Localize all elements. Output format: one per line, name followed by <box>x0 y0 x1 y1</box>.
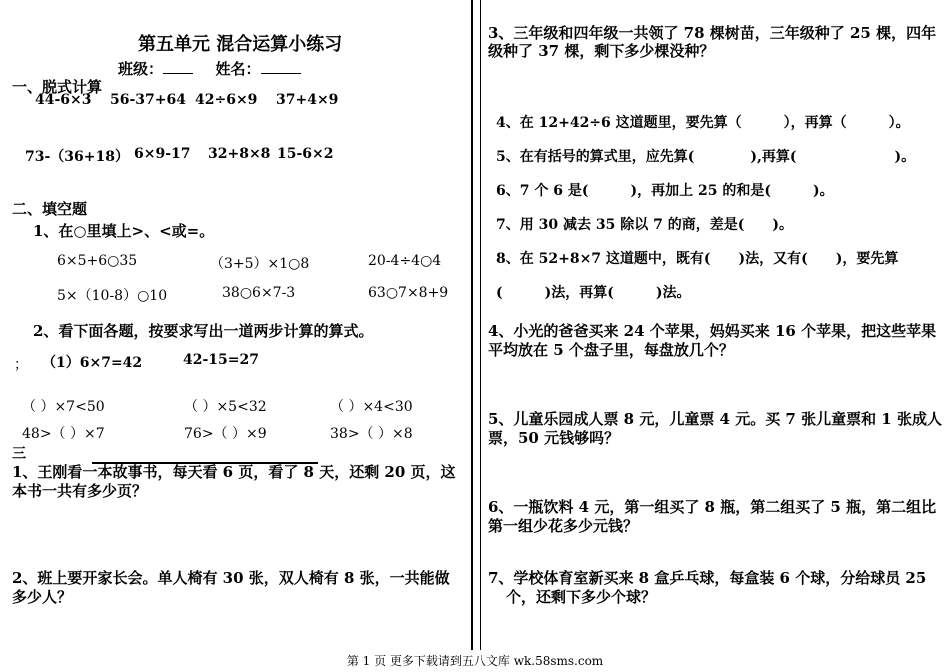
s2-q2: 2、看下面各题，按要求写出一道两步计算的算式。 <box>33 322 374 340</box>
r-word-5-line2: 票，50 元钱够吗？ <box>488 429 620 447</box>
name-blank[interactable] <box>261 73 301 74</box>
s2-row2-item: 5×（10-8）○10 <box>57 288 168 304</box>
page-title: 第五单元 混合运算小练习 <box>138 34 343 55</box>
r-word-4-line1: 4、小光的爸爸买来 24 个苹果，妈妈买来 16 个苹果，把这些苹果 <box>488 322 937 340</box>
s2-row1-item: 20-4÷4○4 <box>368 253 442 269</box>
r-word-6-line1: 6、一瓶饮料 4 元，第一组买了 8 瓶，第二组买了 5 瓶，第二组比 <box>488 498 937 516</box>
s1-row2-item: 15-6×2 <box>277 146 334 162</box>
class-label: 班级： <box>118 60 164 78</box>
r-fill-4: 4、在 12+42÷6 这道题里，要先算（ ），再算（ ）。 <box>496 115 910 131</box>
s1-row1-item: 56-37+64 <box>110 92 186 108</box>
s2-row3-item: （ ）×5<32 <box>184 399 267 415</box>
r-word-6-line2: 第一组少花多少元钱？ <box>488 517 639 535</box>
class-name-line <box>118 58 301 79</box>
r-fill-5: 5、在有括号的算式里，应先算( ),再算( )。 <box>496 149 916 165</box>
s2-row4-item: 38>（ ）×8 <box>330 426 413 442</box>
s2-q2-mark: ； <box>14 357 28 373</box>
section1-heading: 一、脱式计算 <box>12 78 103 96</box>
r-fill-7: 7、用 30 减去 35 除以 7 的商，差是( )。 <box>496 217 793 233</box>
s2-row3-item: （ ）×7<50 <box>22 399 105 415</box>
s1-row2-item: 32+8×8 <box>208 146 271 162</box>
r-word-7-line1: 7、学校体育室新买来 8 盒乒乓球，每盒装 6 个球，分给球员 25 <box>488 569 927 587</box>
s2-row1-item: 6×5+6○35 <box>57 253 138 269</box>
s1-row1-item: 42÷6×9 <box>195 92 258 108</box>
s1-row1-item: 37+4×9 <box>276 92 339 108</box>
s3-q2-line2: 多少人？ <box>12 588 73 606</box>
s3-q1-line2: 本书一共有多少页？ <box>12 482 148 500</box>
s2-q2-item: （1）6×7=42 <box>42 355 143 371</box>
s2-row2-item: 63○7×8+9 <box>368 285 449 301</box>
s2-row1-item: （3+5）×1○8 <box>210 256 310 272</box>
section3-heading: 三 <box>12 446 26 462</box>
column-divider <box>471 0 473 650</box>
s2-q1: 1、在○里填上>、<或=。 <box>33 222 215 240</box>
s3-q2-line1: 2、班上要开家长会。单人椅有 30 张，双人椅有 8 张，一共能做 <box>12 569 450 587</box>
s1-row2-item: 73-（36+18） <box>25 149 129 165</box>
s2-row4-item: 48>（ ）×7 <box>22 426 105 442</box>
r-fill-6: 6、7 个 6 是( )，再加上 25 的和是( )。 <box>496 183 834 199</box>
s2-row3-item: （ ）×4<30 <box>330 399 413 415</box>
r-fill-8-line2: ( )法，再算( )法。 <box>496 285 691 301</box>
column-divider-inner <box>480 0 481 650</box>
class-blank[interactable] <box>163 73 193 74</box>
r-q3-line1: 3、三年级和四年级一共领了 78 棵树苗，三年级种了 25 棵，四年 <box>488 24 937 42</box>
r-word-7-line2: 个，还剩下多少个球？ <box>506 588 657 606</box>
s1-row2-item: 6×9-17 <box>134 146 191 162</box>
s2-row2-item: 38○6×7-3 <box>222 285 296 301</box>
page-footer: 第 1 页 更多下载请到五八文库 wk.58sms.com <box>346 654 604 668</box>
r-q3-line2: 级种了 37 棵，剩下多少棵没种？ <box>488 42 715 60</box>
r-word-4-line2: 平均放在 5 个盘子里，每盘放几个？ <box>488 341 734 359</box>
r-word-5-line1: 5、儿童乐园成人票 8 元，儿童票 4 元。买 7 张儿童票和 1 张成人 <box>488 410 942 428</box>
name-label: 姓名： <box>215 60 261 78</box>
s2-q2-item: 42-15=27 <box>183 352 259 368</box>
s3-q1-line1: 1、王刚看一本故事书，每天看 6 页，看了 8 天，还剩 20 页，这 <box>12 463 456 481</box>
section2-heading: 二、填空题 <box>12 200 88 218</box>
r-fill-8-line1: 8、在 52+8×7 这道题中，既有( )法，又有( )，要先算 <box>496 251 899 267</box>
s1-row1-item: 44-6×3 <box>35 92 92 108</box>
s2-row4-item: 76>（ ）×9 <box>184 426 267 442</box>
